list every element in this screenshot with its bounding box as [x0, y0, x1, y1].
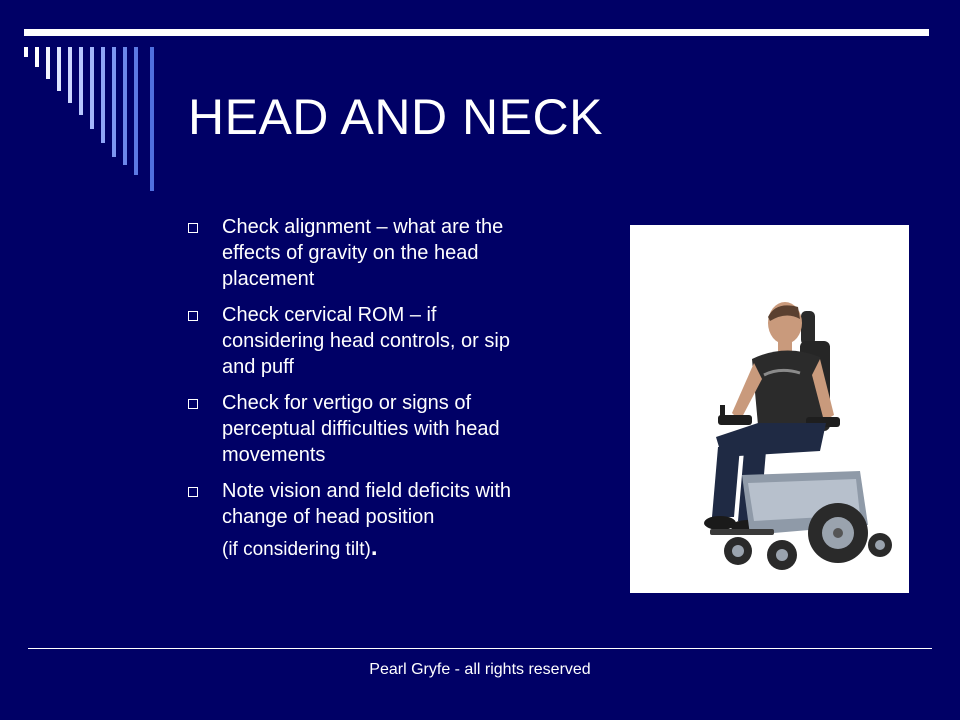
- slide-title: HEAD AND NECK: [188, 89, 603, 145]
- bullet-text: Check alignment – what are the effects of gravity on the head placement: [222, 216, 504, 290]
- deco-bar: [24, 47, 28, 57]
- deco-bar: [46, 47, 50, 79]
- bullet-item: [188, 214, 538, 292]
- deco-bar: [101, 47, 105, 143]
- bullet-text-main: Note vision and field deficits with change of head position: [222, 480, 512, 528]
- wheelchair-user-photo: [630, 225, 909, 593]
- square-bullet-icon: [188, 399, 198, 409]
- deco-bar: [57, 47, 61, 91]
- bullet-list: [188, 214, 538, 580]
- footer-text: Pearl Gryfe - all rights reserved: [369, 661, 591, 678]
- square-bullet-icon: [188, 487, 198, 497]
- deco-bar: [35, 47, 39, 67]
- bullet-item: [188, 478, 538, 570]
- bullet-text: Check cervical ROM – if considering head controls, or sip and puff: [222, 304, 510, 378]
- bullet-text: [222, 478, 538, 570]
- top-rule: [24, 29, 929, 36]
- deco-bar: [90, 47, 94, 129]
- person-in-power-wheelchair-icon: [630, 225, 909, 593]
- deco-bar: [112, 47, 116, 157]
- deco-bar: [79, 47, 83, 115]
- deco-bar: [68, 47, 72, 103]
- square-bullet-icon: [188, 223, 198, 233]
- footer-rule: [28, 648, 932, 649]
- deco-bar: [134, 47, 138, 175]
- deco-bar: [150, 47, 154, 191]
- deco-bar: [123, 47, 127, 165]
- bullet-text-period: .: [370, 534, 378, 561]
- square-bullet-icon: [188, 311, 198, 321]
- bullet-text: Check for vertigo or signs of perceptual difficulties with head movements: [222, 392, 500, 466]
- bullet-item: [188, 302, 538, 380]
- bullet-text-tail: (if considering tilt): [222, 539, 371, 560]
- bullet-item: [188, 390, 538, 468]
